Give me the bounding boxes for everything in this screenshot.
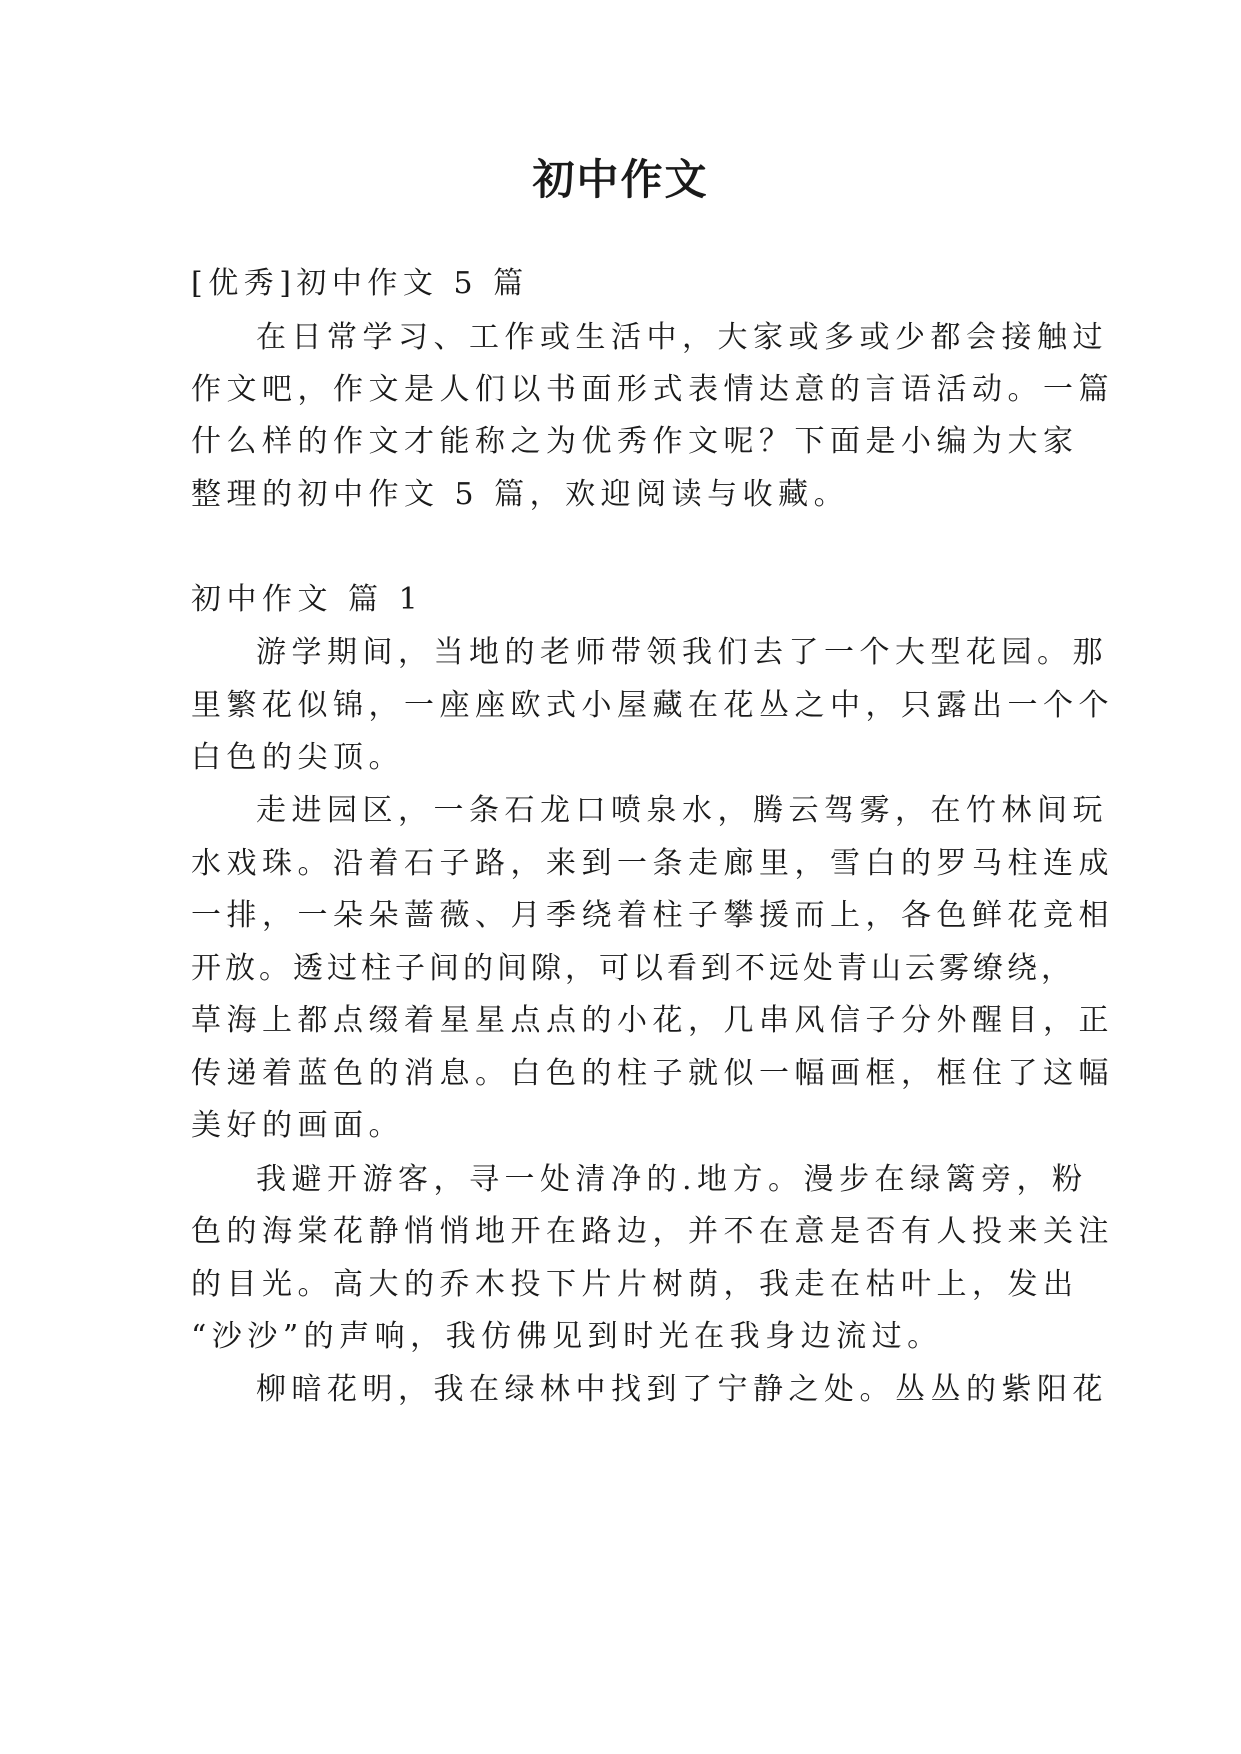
paragraph-line: 草海上都点缀着星星点点的小花，几串风信子分外醒目，正 — [191, 1003, 1114, 1038]
paragraph-line: 色的海棠花静悄悄地开在路边，并不在意是否有人投来关注 — [191, 1214, 1114, 1249]
paragraph-line: 我避开游客，寻一处清净的.地方。漫步在绿篱旁，粉 — [256, 1162, 1088, 1197]
paragraph-line: 开放。透过柱子间的间隙，可以看到不远处青山云雾缭绕， — [191, 951, 1075, 986]
paragraph-line: 的目光。高大的乔木投下片片树荫，我走在枯叶上，发出 — [191, 1267, 1079, 1302]
paragraph-line: 白色的尖顶。 — [191, 740, 404, 775]
paragraph-line: 游学期间，当地的老师带领我们去了一个大型花园。那 — [256, 635, 1108, 670]
paragraph-line: 柳暗花明，我在绿林中找到了宁静之处。丛丛的紫阳花 — [256, 1372, 1108, 1407]
paragraph-line: 一排，一朵朵蔷薇、月季绕着柱子攀援而上，各色鲜花竞相 — [191, 898, 1114, 933]
intro-line: 作文吧，作文是人们以书面形式表情达意的言语活动。一篇 — [191, 372, 1114, 407]
paragraph-line: 美好的画面。 — [191, 1108, 404, 1143]
paragraph-line: 里繁花似锦，一座座欧式小屋藏在花丛之中，只露出一个个 — [191, 688, 1114, 723]
paragraph-line: 走进园区，一条石龙口喷泉水，腾云驾雾，在竹林间玩 — [256, 793, 1108, 828]
paragraph-line: 传递着蓝色的消息。白色的柱子就似一幅画框，框住了这幅 — [191, 1056, 1114, 1091]
document-subtitle: [优秀]初中作文 5 篇 — [191, 266, 529, 301]
paragraph-line: “沙沙”的声响，我仿佛见到时光在我身边流过。 — [191, 1319, 943, 1354]
intro-line: 什么样的作文才能称之为优秀作文呢？下面是小编为大家 — [191, 424, 1079, 459]
intro-line: 整理的初中作文 5 篇，欢迎阅读与收藏。 — [191, 477, 850, 512]
paragraph-line: 水戏珠。沿着石子路，来到一条走廊里，雪白的罗马柱连成 — [191, 846, 1114, 881]
intro-line: 在日常学习、工作或生活中，大家或多或少都会接触过 — [256, 320, 1108, 355]
document-title: 初中作文 — [532, 155, 709, 204]
section-heading: 初中作文 篇 1 — [191, 582, 424, 617]
